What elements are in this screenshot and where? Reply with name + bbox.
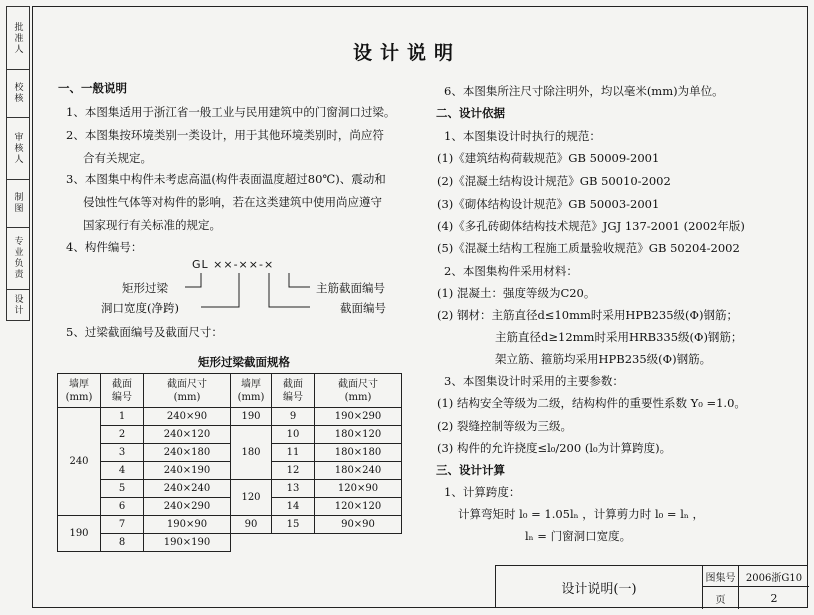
section-size: 190×290 xyxy=(315,408,402,426)
sidebar-checker: 校核 xyxy=(7,69,29,118)
section-size: 90×90 xyxy=(315,516,402,534)
section-number: 6 xyxy=(101,498,144,516)
section-size: 240×240 xyxy=(144,480,231,498)
col-header-size-2: 截面尺寸 (mm) xyxy=(315,374,402,408)
general-item-3b: 侵蚀性气体等对构件的影响，若在这类建筑中使用尚应遵守 xyxy=(83,195,382,209)
section-number: 2 xyxy=(101,426,144,444)
section-general-heading: 一、一般说明 xyxy=(58,81,127,95)
table-title: 矩形过梁截面规格 xyxy=(198,355,290,369)
col-header-wall-2: 墙厚 (mm) xyxy=(231,374,272,408)
wall-thickness: 190 xyxy=(231,408,272,426)
section-size: 240×290 xyxy=(144,498,231,516)
section-basis-heading: 二、设计依据 xyxy=(436,106,505,120)
sidebar-reviewer: 审核人 xyxy=(7,117,29,180)
section-number: 13 xyxy=(272,480,315,498)
atlas-label: 图集号 xyxy=(703,566,739,587)
code-standard-3: (3)《砌体结构设计规范》GB 50003-2001 xyxy=(437,197,660,211)
table-row xyxy=(58,444,402,462)
param-deflection: (3) 构件的允许挠度≤l₀/200 (l₀为计算跨度)。 xyxy=(437,441,672,455)
section-size: 240×190 xyxy=(144,462,231,480)
wall-thickness: 90 xyxy=(231,516,272,534)
general-item-5: 5、过梁截面编号及截面尺寸： xyxy=(66,325,223,339)
basis-item-1: 1、本图集设计时执行的规范： xyxy=(444,129,601,143)
wall-thickness: 120 xyxy=(231,480,272,516)
sidebar-drafter: 制图 xyxy=(7,179,29,228)
general-item-6: 6、本图集所注尺寸除注明外，均以毫米(mm)为单位。 xyxy=(444,84,724,98)
general-item-2a: 2、本图集按环境类别一类设计，用于其他环境类别时，尚应符 xyxy=(66,128,384,142)
wall-thickness: 240 xyxy=(58,408,101,516)
section-number: 8 xyxy=(101,534,144,552)
section-number: 11 xyxy=(272,444,315,462)
general-item-4: 4、构件编号： xyxy=(66,240,143,254)
section-table xyxy=(57,373,402,552)
material-steel-2: 主筋直径d≥12mm时采用HRB335级(Φ)钢筋； xyxy=(495,330,743,344)
table-row xyxy=(58,498,402,516)
basis-item-2: 2、本图集构件采用材料： xyxy=(444,264,578,278)
section-number: 5 xyxy=(101,480,144,498)
material-steel-1: (2) 钢材：主筋直径d≤10mm时采用HPB235级(Φ)钢筋； xyxy=(437,308,738,322)
table-row xyxy=(58,534,402,552)
section-size: 190×90 xyxy=(144,516,231,534)
section-number: 10 xyxy=(272,426,315,444)
code-standard-5: (5)《混凝土结构工程施工质量验收规范》GB 50204-2002 xyxy=(437,241,740,255)
section-number: 12 xyxy=(272,462,315,480)
section-size: 240×90 xyxy=(144,408,231,426)
param-crack: (2) 裂缝控制等级为三级。 xyxy=(437,419,572,433)
material-steel-3: 架立筋、箍筋均采用HPB235级(Φ)钢筋。 xyxy=(495,352,712,366)
general-item-3a: 3、本图集中构件未考虑高温(构件表面温度超过80℃)、震动和 xyxy=(66,172,386,186)
atlas-value: 2006浙G10 xyxy=(739,566,809,587)
section-size: 120×120 xyxy=(315,498,402,516)
section-size: 180×120 xyxy=(315,426,402,444)
label-rebar-number: 主筋截面编号 xyxy=(316,281,385,295)
section-size: 120×90 xyxy=(315,480,402,498)
col-header-number-2: 截面 编号 xyxy=(272,374,315,408)
sidebar-lead: 专业负责 xyxy=(7,227,29,290)
calc-formula-2: lₙ = 门窗洞口宽度。 xyxy=(525,529,632,543)
section-number: 14 xyxy=(272,498,315,516)
label-opening-width: 洞口宽度(净跨) xyxy=(101,301,179,315)
wall-thickness: 190 xyxy=(58,516,101,552)
section-number: 9 xyxy=(272,408,315,426)
title-block-name: 设计说明(一) xyxy=(496,566,703,609)
table-row xyxy=(58,462,402,480)
empty-cell xyxy=(231,534,272,552)
calc-formula-1: 计算弯矩时 l₀ = 1.05lₙ ，计算剪力时 l₀ = lₙ ， xyxy=(458,507,705,521)
code-standard-4: (4)《多孔砖砌体结构技术规范》JGJ 137-2001 (2002年版) xyxy=(437,219,745,233)
sidebar-approver: 批准人 xyxy=(7,7,29,70)
col-header-wall: 墙厚 (mm) xyxy=(58,374,101,408)
basis-item-3: 3、本图集设计时采用的主要参数： xyxy=(444,374,624,388)
col-header-size: 截面尺寸 (mm) xyxy=(144,374,231,408)
calc-item-1: 1、计算跨度： xyxy=(444,485,521,499)
material-concrete: (1) 混凝土：强度等级为C20。 xyxy=(437,286,596,300)
code-standard-1: (1)《建筑结构荷载规范》GB 50009-2001 xyxy=(437,151,660,165)
table-row xyxy=(58,480,402,498)
section-number: 4 xyxy=(101,462,144,480)
param-safety: (1) 结构安全等级为二级，结构构件的重要性系数 Y₀ =1.0。 xyxy=(437,396,746,410)
table-row xyxy=(58,408,402,426)
section-size: 180×240 xyxy=(315,462,402,480)
page-label: 页 xyxy=(703,587,739,609)
section-size: 240×120 xyxy=(144,426,231,444)
section-size: 180×180 xyxy=(315,444,402,462)
section-calc-heading: 三、设计计算 xyxy=(436,463,505,477)
component-code: GL ××-××-× xyxy=(192,258,275,271)
section-number: 1 xyxy=(101,408,144,426)
code-standard-2: (2)《混凝土结构设计规范》GB 50010-2002 xyxy=(437,174,671,188)
general-item-1: 1、本图集适用于浙江省一般工业与民用建筑中的门窗洞口过梁。 xyxy=(66,105,396,119)
title-block xyxy=(495,565,808,608)
sidebar-design: 设计 xyxy=(12,293,23,316)
general-item-2b: 合有关规定。 xyxy=(83,151,152,165)
table-row xyxy=(58,516,402,534)
page-title: 设计说明 xyxy=(352,42,461,64)
section-size: 190×190 xyxy=(144,534,231,552)
label-rect-beam: 矩形过梁 xyxy=(122,281,168,295)
wall-thickness: 180 xyxy=(231,426,272,480)
col-header-number: 截面 编号 xyxy=(101,374,144,408)
general-item-3c: 国家现行有关标准的规定。 xyxy=(83,218,221,232)
section-number: 3 xyxy=(101,444,144,462)
section-size: 240×180 xyxy=(144,444,231,462)
page-value: 2 xyxy=(770,591,778,605)
empty-cell xyxy=(272,534,315,552)
empty-cell xyxy=(315,534,402,552)
label-section-number: 截面编号 xyxy=(340,301,386,315)
section-number: 7 xyxy=(101,516,144,534)
table-row xyxy=(58,426,402,444)
section-number: 15 xyxy=(272,516,315,534)
